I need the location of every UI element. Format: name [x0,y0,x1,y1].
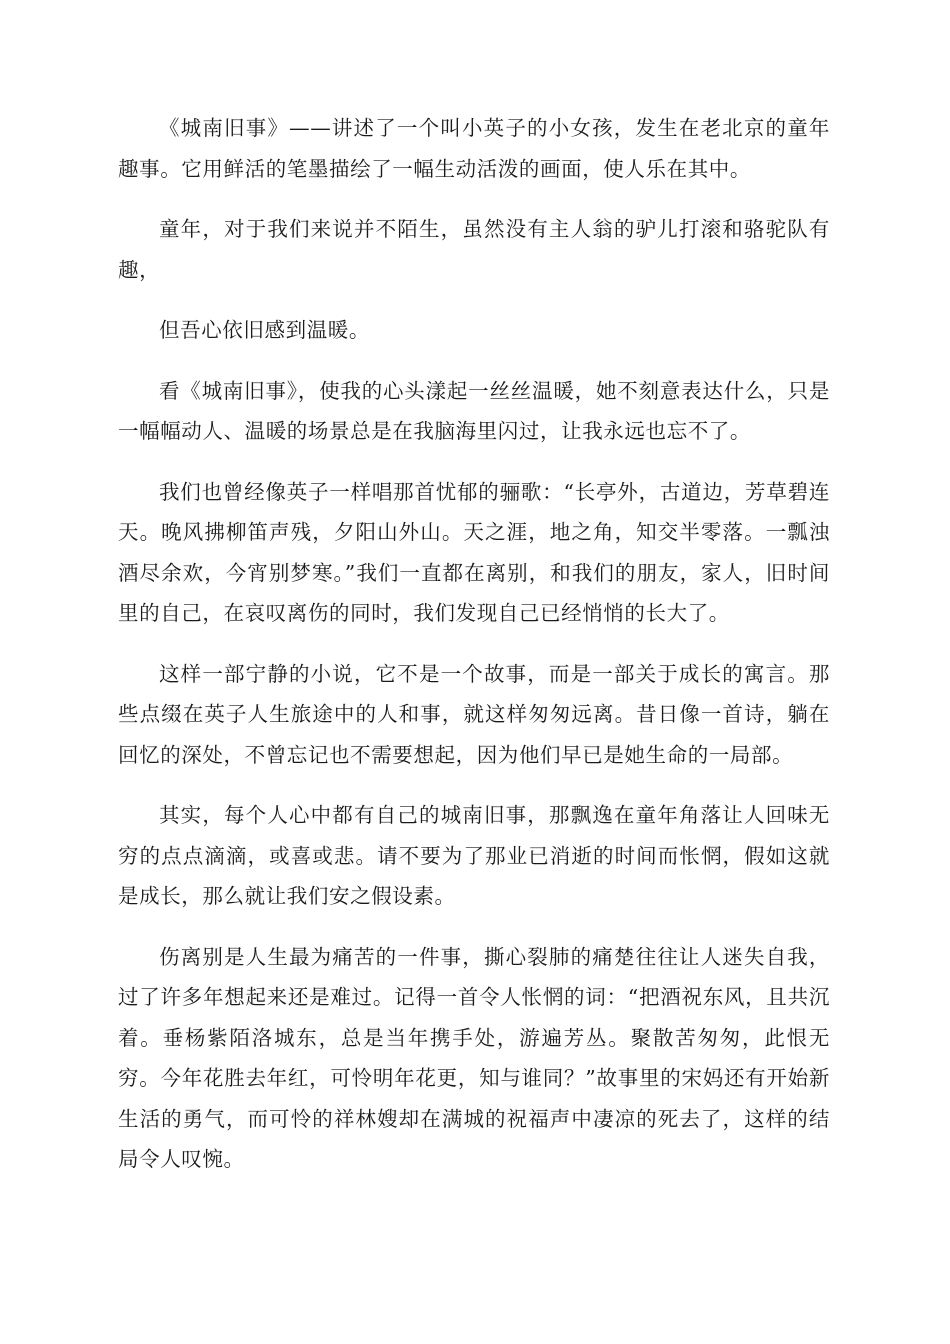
paragraph: 伤离别是人生最为痛苦的一件事，撕心裂肺的痛楚往往让人迷失自我，过了许多年想起来还是难过。记得一首令人怅惘的词：“把酒祝东风，且共沉着。垂杨紫陌洛城东，总是当年携手处，游遍芳丛。聚散苦匆匆，此恨无穷。今年花胜去年红，可怜明年花更，知与谁同？”故事里的宋妈还有开始新生活的勇气，而可怜的祥林嫂却在满城的祝福声中凄凉的死去了，这样的结局令人叹惋。 [118,944,830,1171]
paragraph: 童年，对于我们来说并不陌生，虽然没有主人翁的驴儿打滚和骆驼队有趣， [118,217,830,282]
paragraph: 但吾心依旧感到温暖。 [159,318,370,342]
document-body [118,108,830,1200]
paragraph: 《城南旧事》——讲述了一个叫小英子的小女孩，发生在老北京的童年趣事。它用鲜活的笔墨描绘了一幅生动活泼的画面，使人乐在其中。 [118,116,830,181]
paragraph: 其实，每个人心中都有自己的城南旧事，那飘逸在童年角落让人回味无穷的点点滴滴，或喜或悲。请不要为了那业已消逝的时间而怅惘，假如这就是成长，那么就让我们安之假设素。 [118,803,830,908]
paragraph: 看《城南旧事》，使我的心头漾起一丝丝温暖，她不刻意表达什么，只是一幅幅动人、温暖的场景总是在我脑海里闪过，让我永远也忘不了。 [118,378,830,443]
paragraph: 我们也曾经像英子一样唱那首忧郁的骊歌：“长亭外，古道边，芳草碧连天。晚风拂柳笛声残，夕阳山外山。天之涯，地之角，知交半零落。一瓢浊酒尽余欢，今宵别梦寒。”我们一直都在离别，和我们的朋友，家人，旧时间里的自己，在哀叹离伤的同时，我们发现自己已经悄悄的长大了。 [118,479,830,625]
paragraph: 这样一部宁静的小说，它不是一个故事，而是一部关于成长的寓言。那些点缀在英子人生旅途中的人和事，就这样匆匆远离。昔日像一首诗，躺在回忆的深处，不曾忘记也不需要想起，因为他们早已是她生命的一局部。 [118,661,830,767]
